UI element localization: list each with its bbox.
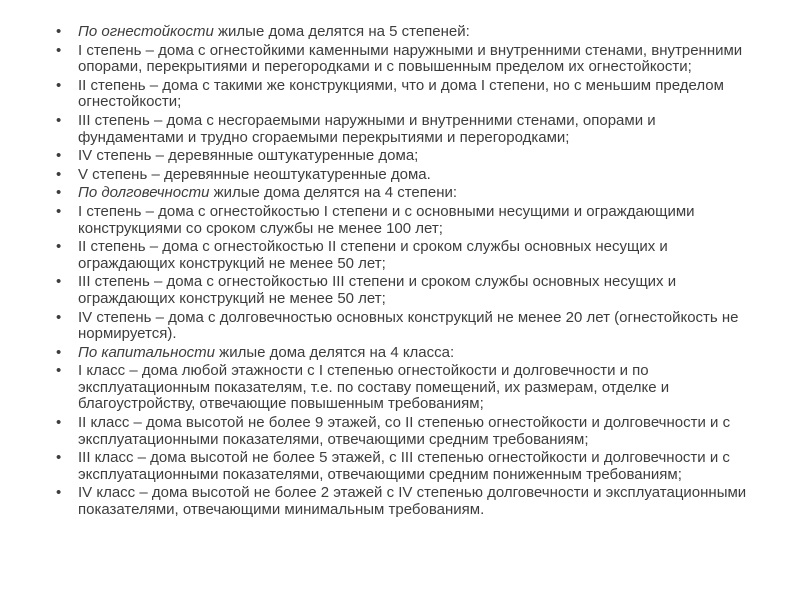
item-text: III класс – дома высотой не более 5 этажей, с III степенью огнестойкости и долговечности и с эксплуатационными показателями, отвечающими средним пониженным требованиям;	[78, 449, 730, 483]
item-text: V степень – деревянные неоштукатуренные дома.	[78, 165, 431, 183]
item-text: II класс – дома высотой не более 9 этажей, со II степенью огнестойкости и долговечности и с эксплуатационными показателями, отвечающими средним требованиям;	[78, 414, 731, 448]
item-text: IV класс – дома высотой не более 2 этажей с IV степенью долговечности и эксплуатационными показателями, отвечающими минимальным требованиям.	[78, 484, 747, 519]
item-text: жилые дома делятся на 4 класса:	[215, 343, 455, 361]
list-item	[56, 167, 756, 184]
item-text: I степень – дома с огнестойкостью I степени и с основными несущими и ограждающими конструкциями со сроком службы не менее 100 лет;	[78, 202, 695, 237]
item-text: II степень – дома с такими же конструкциями, что и дома I степени, но с меньшим пределом огнестойкости;	[78, 76, 724, 111]
list-item	[56, 239, 756, 272]
list-item	[56, 113, 756, 146]
bullet-icon: •	[56, 238, 62, 256]
bullet-icon: •	[56, 184, 62, 202]
bullet-list	[56, 24, 756, 521]
item-text: IV степень – дома с долговечностью основных конструкций не менее 20 лет (огнестойкость не нормируется).	[78, 308, 739, 343]
bullet-icon: •	[56, 111, 62, 129]
list-item	[56, 24, 756, 41]
bullet-icon: •	[56, 41, 62, 59]
item-text: III степень – дома с огнестойкостью III степени и сроком службы основных несущих и ограждающих конструкций не менее 50 лет;	[78, 273, 677, 307]
item-text: III степень – дома с несгораемыми наружными и внутренними стенами, опорами и фундаментами и трудно сгораемыми перекрытиями и перегородками;	[78, 111, 656, 146]
bullet-icon: •	[56, 308, 62, 326]
list-item	[56, 363, 756, 413]
bullet-icon: •	[56, 273, 62, 291]
item-italic-lead: По капитальности	[78, 343, 216, 361]
list-item	[56, 78, 756, 111]
item-italic-lead: По огнестойкости	[78, 23, 214, 40]
item-italic-lead: По долговечности	[78, 184, 210, 202]
list-item	[56, 345, 756, 362]
bullet-icon: •	[56, 414, 62, 432]
list-item	[56, 148, 756, 165]
list-item	[56, 415, 756, 448]
list-item	[56, 450, 756, 483]
bullet-icon: •	[56, 23, 62, 40]
item-text: II степень – дома с огнестойкостью II степени и сроком службы основных несущих и ограждающих конструкций не менее 50 лет;	[78, 238, 668, 272]
item-text: IV степень – деревянные оштукатуренные дома;	[78, 147, 419, 165]
bullet-icon: •	[56, 449, 62, 467]
list-item	[56, 274, 756, 307]
list-item	[56, 204, 756, 237]
bullet-icon: •	[56, 147, 62, 165]
bullet-icon: •	[56, 484, 62, 502]
bullet-icon: •	[56, 343, 62, 361]
bullet-icon: •	[56, 202, 62, 220]
bullet-icon: •	[56, 165, 62, 183]
item-text: жилые дома делятся на 4 степени:	[209, 184, 458, 202]
list-item	[56, 185, 756, 202]
bullet-icon: •	[56, 76, 62, 94]
list-item	[56, 485, 756, 518]
item-text: I класс – дома любой этажности с I степенью огнестойкости и долговечности и по эксплуатационным показателям, т.е. по составу помещений, их размерам, отделке и благоустройству, отвечающие повышенным требованиям;	[78, 362, 670, 413]
bullet-icon: •	[56, 362, 62, 380]
item-text: жилые дома делятся на 5 степеней:	[213, 23, 470, 40]
list-item	[56, 43, 756, 76]
list-item	[56, 310, 756, 343]
item-text: I степень – дома с огнестойкими каменными наружными и внутренними стенами, внутренними опорами, перекрытиями и перегородками и с повышенным пределом их огнестойкости;	[78, 41, 743, 76]
